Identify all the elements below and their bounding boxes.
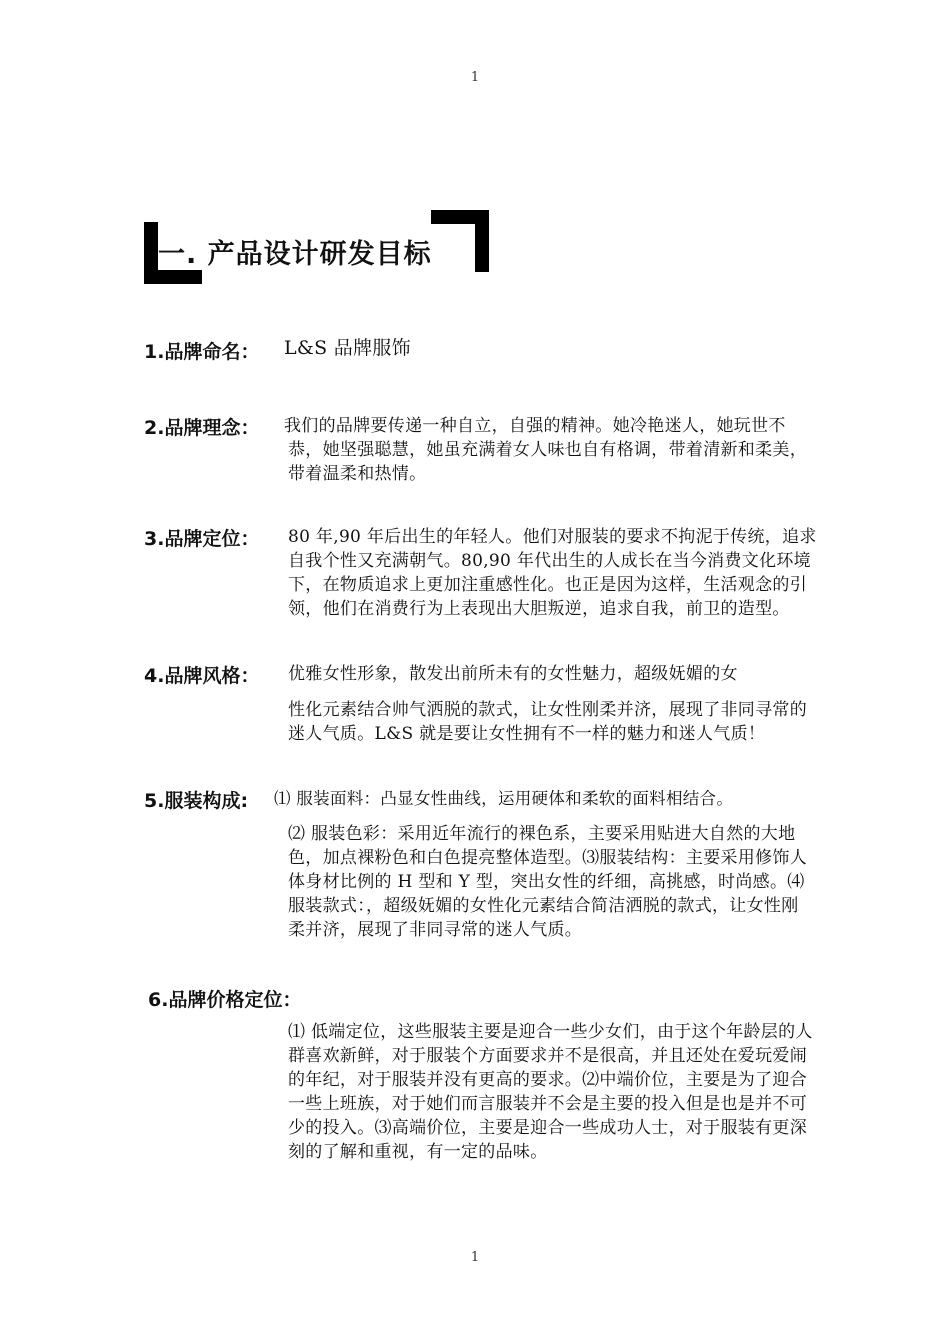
brand-concept-label: 2.品牌理念： [144,417,260,439]
brand-style-line1: 优雅女性形象，散发出前所未有的女性魅力，超级妩媚的女 [288,664,738,684]
page-number-bottom: 1 [470,1250,480,1265]
brand-positioning-text: 80 年,90 年后出生的年轻人。他们对服装的要求不拘泥于传统，追求自我个性又充满朝气。80,90 年代出生的人成长在当今消费文化环境下，在物质追求上更加注重感性化。也正是因为这样，生活观念的引领，他们在消费行为上表现出大胆叛逆，追求自我，前卫的造型。 [288,527,817,619]
brand-name-label: 1.品牌命名： [144,341,260,363]
price-positioning-text: ⑴ 低端定位，这些服装主要是迎合一些少女们，由于这个年龄层的人群喜欢新鲜，对于服装个方面要求并不是很高，并且还处在爱玩爱闹的年纪，对于服装并没有更高的要求。⑵中端价位，主要是为了迎合一些上班族，对于她们而言服装并不会是主要的投入但是也是并不可少的投入。⑶高端价位，主要是迎合一些成功人士，对于服装有更深刻的了解和重视，有一定的品味。 [288,1022,813,1162]
brand-style-text: 性化元素结合帅气洒脱的款式，让女性刚柔并济，展现了非同寻常的迷人气质。L&S 就是要让女性拥有不一样的魅力和迷人气质！ [288,700,807,744]
brand-concept-text: 我们的品牌要传递一种自立，自强的精神。她冷艳迷人，她玩世不恭，她坚强聪慧，她虽充满着女人味也自有格调，带着清新和柔美，带着温柔和热情。 [284,416,807,484]
clothing-composition-label: 5.服装构成: [144,790,249,812]
section-heading [144,210,494,290]
clothing-composition-text: ⑵ 服装色彩：采用近年流行的裸色系，主要采用贴进大自然的大地色，加点裸粉色和白色提亮整体造型。⑶服装结构：主要采用修饰人体身材比例的 H 型和 Y 型，突出女性的纤细，高挑感，时尚感。⑷服装款式：，超级妩媚的女性化元素结合简洁洒脱的款式，让女性刚柔并济，展现了非同寻常的迷人气质。 [288,824,807,940]
brand-style-label: 4.品牌风格： [144,665,260,687]
page-title: 一. 产品设计研发目标 [158,239,432,270]
clothing-composition-line1: ⑴ 服装面料：凸显女性曲线，运用硬体和柔软的面料相结合。 [274,789,734,808]
brand-name-value: L&S 品牌服饰 [284,337,411,359]
heading-bracket-right [431,210,489,272]
price-positioning-label: 6.品牌价格定位： [148,989,302,1011]
page-number-top: 1 [470,70,480,85]
brand-positioning-label: 3.品牌定位： [144,528,260,550]
